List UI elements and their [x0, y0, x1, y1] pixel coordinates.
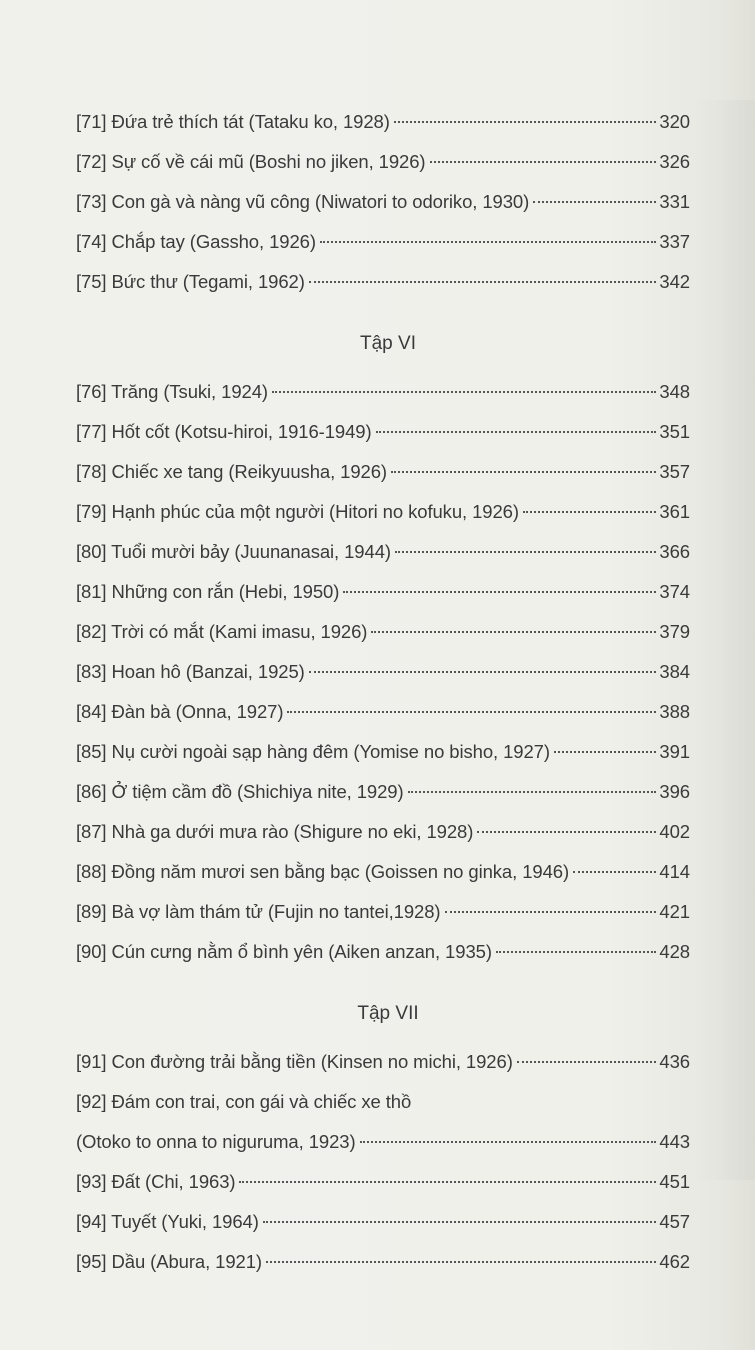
- entry-page: 428: [659, 941, 690, 962]
- toc-section-continued: [76, 102, 690, 302]
- entry-title: [86] Ở tiệm cầm đồ (Shichiya nite, 1929): [76, 781, 404, 802]
- entry-title: [77] Hốt cốt (Kotsu-hiroi, 1916-1949): [76, 421, 372, 442]
- toc-entry-87[interactable]: [76, 812, 690, 852]
- dot-leader: [496, 951, 657, 953]
- entry-title: [81] Những con rắn (Hebi, 1950): [76, 581, 340, 602]
- entry-title: [74] Chắp tay (Gassho, 1926): [76, 231, 316, 252]
- toc-entry-86[interactable]: [76, 772, 690, 812]
- entry-page: 348: [659, 381, 690, 402]
- entry-title: [94] Tuyết (Yuki, 1964): [76, 1211, 259, 1232]
- table-of-contents: [76, 102, 690, 1282]
- entry-page: 443: [659, 1131, 690, 1152]
- toc-entry-82[interactable]: [76, 612, 690, 652]
- toc-entry-90[interactable]: [76, 932, 690, 972]
- entry-title: [89] Bà vợ làm thám tử (Fujin no tantei,1928): [76, 901, 441, 922]
- entry-title: [73] Con gà và nàng vũ công (Niwatori to odoriko, 1930): [76, 191, 530, 212]
- entry-title: [75] Bức thư (Tegami, 1962): [76, 271, 305, 292]
- dot-leader: [239, 1181, 656, 1183]
- entry-page: 391: [659, 741, 690, 762]
- toc-entry-93[interactable]: [76, 1162, 690, 1202]
- toc-entry-77[interactable]: [76, 412, 690, 452]
- entry-title: [85] Nụ cười ngoài sạp hàng đêm (Yomise no bisho, 1927): [76, 741, 550, 762]
- toc-entry-74[interactable]: [76, 222, 690, 262]
- entry-title: [84] Đàn bà (Onna, 1927): [76, 701, 284, 722]
- entry-title: [87] Nhà ga dưới mưa rào (Shigure no eki, 1928): [76, 821, 474, 842]
- dot-leader: [309, 281, 657, 283]
- toc-entry-79[interactable]: [76, 492, 690, 532]
- toc-entry-80[interactable]: [76, 532, 690, 572]
- dot-leader: [263, 1221, 657, 1223]
- entry-title: [71] Đứa trẻ thích tát (Tataku ko, 1928): [76, 111, 390, 132]
- entry-title: [90] Cún cưng nằm ổ bình yên (Aiken anzan, 1935): [76, 941, 492, 962]
- dot-leader: [309, 671, 657, 673]
- entry-page: 451: [659, 1171, 690, 1192]
- entry-title: [82] Trời có mắt (Kami imasu, 1926): [76, 621, 368, 642]
- entry-title: (Otoko to onna to niguruma, 1923): [76, 1131, 356, 1152]
- entry-page: 379: [659, 621, 690, 642]
- dot-leader: [554, 751, 656, 753]
- dot-leader: [371, 631, 656, 633]
- entry-page: 337: [659, 231, 690, 252]
- entry-title: [78] Chiếc xe tang (Reikyuusha, 1926): [76, 461, 387, 482]
- entry-page: 396: [659, 781, 690, 802]
- entry-page: 320: [659, 111, 690, 132]
- toc-entry-78[interactable]: [76, 452, 690, 492]
- dot-leader: [287, 711, 656, 713]
- entry-title: [76] Trăng (Tsuki, 1924): [76, 381, 268, 402]
- dot-leader: [517, 1061, 657, 1063]
- toc-entry-88[interactable]: [76, 852, 690, 892]
- entry-page: 361: [659, 501, 690, 522]
- entry-title: [83] Hoan hô (Banzai, 1925): [76, 661, 305, 682]
- entry-title: [80] Tuổi mười bảy (Juunanasai, 1944): [76, 541, 391, 562]
- toc-entry-75[interactable]: [76, 262, 690, 302]
- entry-page: 388: [659, 701, 690, 722]
- toc-entry-84[interactable]: [76, 692, 690, 732]
- entry-title: [79] Hạnh phúc của một người (Hitori no kofuku, 1926): [76, 501, 519, 522]
- entry-page: 384: [659, 661, 690, 682]
- entry-title-line1: [92] Đám con trai, con gái và chiếc xe thồ: [76, 1091, 412, 1112]
- toc-entry-94[interactable]: [76, 1202, 690, 1242]
- toc-entry-72[interactable]: [76, 142, 690, 182]
- entry-page: 331: [659, 191, 690, 212]
- toc-entry-85[interactable]: [76, 732, 690, 772]
- toc-section-tap-vi: [76, 324, 690, 972]
- entry-page: 402: [659, 821, 690, 842]
- dot-leader: [533, 201, 656, 203]
- toc-entry-83[interactable]: [76, 652, 690, 692]
- entry-page: 357: [659, 461, 690, 482]
- toc-entry-73[interactable]: [76, 182, 690, 222]
- entry-title: [93] Đất (Chi, 1963): [76, 1171, 236, 1192]
- entry-page: 457: [659, 1211, 690, 1232]
- entry-page: 436: [659, 1051, 690, 1072]
- entry-page: 462: [659, 1251, 690, 1272]
- entry-page: 374: [659, 581, 690, 602]
- dot-leader: [266, 1261, 656, 1263]
- dot-leader: [445, 911, 657, 913]
- dot-leader: [391, 471, 656, 473]
- toc-entry-95[interactable]: [76, 1242, 690, 1282]
- toc-entry-76[interactable]: [76, 372, 690, 412]
- dot-leader: [523, 511, 657, 513]
- entry-page: 342: [659, 271, 690, 292]
- dot-leader: [360, 1141, 657, 1143]
- dot-leader: [408, 791, 657, 793]
- entry-title-line2-row: [76, 1122, 690, 1162]
- toc-entry-81[interactable]: [76, 572, 690, 612]
- entry-page: 351: [659, 421, 690, 442]
- toc-section-tap-vii: [76, 994, 690, 1282]
- dot-leader: [272, 391, 656, 393]
- page-edge-shadow: [695, 100, 755, 1180]
- entry-page: 366: [659, 541, 690, 562]
- dot-leader: [430, 161, 657, 163]
- entry-page: 326: [659, 151, 690, 172]
- toc-entry-89[interactable]: [76, 892, 690, 932]
- dot-leader: [320, 241, 657, 243]
- dot-leader: [376, 431, 657, 433]
- entry-page: 414: [659, 861, 690, 882]
- entry-title: [72] Sự cố về cái mũ (Boshi no jiken, 1926): [76, 151, 426, 172]
- entry-page: 421: [659, 901, 690, 922]
- entry-title: [88] Đồng năm mươi sen bằng bạc (Goissen no ginka, 1946): [76, 861, 570, 882]
- dot-leader: [394, 121, 657, 123]
- toc-entry-91[interactable]: [76, 1042, 690, 1082]
- section-heading: Tập VII: [357, 1003, 419, 1024]
- entry-title: [91] Con đường trải bằng tiền (Kinsen no michi, 1926): [76, 1051, 513, 1072]
- toc-entry-71[interactable]: [76, 102, 690, 142]
- entry-title: [95] Dầu (Abura, 1921): [76, 1251, 262, 1272]
- dot-leader: [477, 831, 656, 833]
- dot-leader: [573, 871, 656, 873]
- dot-leader: [343, 591, 656, 593]
- section-heading: Tập VI: [360, 333, 416, 354]
- toc-entry-92[interactable]: [76, 1082, 690, 1162]
- dot-leader: [395, 551, 656, 553]
